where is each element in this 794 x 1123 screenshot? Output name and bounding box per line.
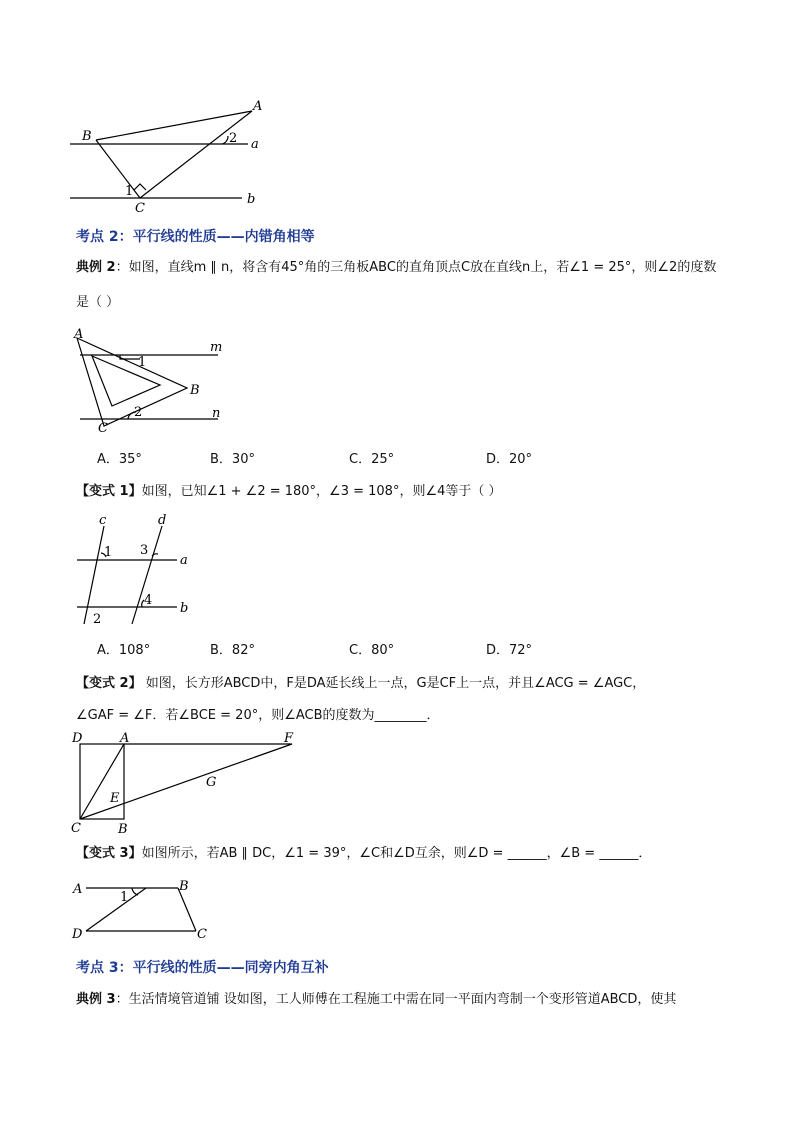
example2-line1 xyxy=(76,258,716,278)
label-C: C xyxy=(71,821,81,836)
label-angle-4: 4 xyxy=(144,593,153,608)
label-angle-2: 2 xyxy=(134,405,143,420)
figure-rectangle-abcd xyxy=(68,728,308,838)
label-F: F xyxy=(284,731,294,746)
variant3-prefix: 【变式 3】 xyxy=(76,846,142,861)
label-a: a xyxy=(180,553,188,568)
label-d: d xyxy=(158,513,167,528)
variant1-text: 如图，已知∠1 + ∠2 = 180°，∠3 = 108°，则∠4等于（ ） xyxy=(141,484,502,499)
label-a: a xyxy=(251,137,259,152)
variant1-option-d: D．72° xyxy=(486,643,533,658)
variant3-text: 如图所示，若AB ∥ DC，∠1 = 39°，∠C和∠D互余，则∠D = ______，∠B = ______． xyxy=(141,846,652,861)
example2-text: ：如图，直线m ∥ n，将含有45°角的三角板ABC的直角顶点C放在直线n上，若∠1 = 25°，则∠2的度数 xyxy=(115,260,717,275)
figure-parallel-lines-triangle xyxy=(70,98,270,218)
label-angle-1: 1 xyxy=(120,890,129,905)
example2-option-c: C．25° xyxy=(349,452,395,467)
variant1-option-b: B．82° xyxy=(210,643,255,658)
variant1-option-a: A．108° xyxy=(97,643,151,658)
example2-option-a: A．35° xyxy=(97,452,142,467)
label-A: A xyxy=(73,882,83,897)
example2-option-b: B．30° xyxy=(210,452,255,467)
label-G: G xyxy=(206,775,217,790)
label-B: B xyxy=(82,129,92,144)
variant2-text1: 如图，长方形ABCD中，F是DA延长线上一点，G是CF上一点，并且∠ACG = ∠AGC， xyxy=(141,676,646,691)
label-E: E xyxy=(110,791,120,806)
label-B: B xyxy=(118,822,128,837)
example2-option-d: D．20° xyxy=(486,452,533,467)
label-B: B xyxy=(190,383,200,398)
label-n: n xyxy=(212,406,221,421)
example2-prefix: 典例 2 xyxy=(76,260,116,275)
label-A: A xyxy=(120,731,130,746)
variant3-line xyxy=(76,844,651,864)
variant1-option-c: C．80° xyxy=(349,643,395,658)
example3-line xyxy=(76,990,676,1010)
label-D: D xyxy=(72,731,83,746)
label-D: D xyxy=(72,927,83,942)
label-c: c xyxy=(99,513,107,528)
figure-set-square xyxy=(70,328,230,438)
variant2-prefix: 【变式 2】 xyxy=(76,676,142,691)
variant2-line2: ∠GAF = ∠F．若∠BCE = 20°，则∠ACB的度数为________． xyxy=(76,708,440,723)
label-C: C xyxy=(135,201,145,216)
label-angle-1: 1 xyxy=(104,545,113,560)
variant1-line xyxy=(76,482,502,502)
label-angle-2: 2 xyxy=(93,612,102,627)
label-angle-1: 1 xyxy=(138,355,147,370)
label-B: B xyxy=(179,879,189,894)
label-C: C xyxy=(98,421,108,436)
section-heading-2: 考点 2：平行线的性质——内错角相等 xyxy=(76,229,315,245)
label-b: b xyxy=(180,601,189,616)
example2-line2: 是（ ） xyxy=(76,295,120,310)
label-angle-1: 1 xyxy=(125,184,134,199)
example3-text: ：生活情境管道铺 设如图，工人师傅在工程施工中需在同一平面内弯制一个变形管道ABCD，使其 xyxy=(115,992,677,1007)
label-A: A xyxy=(74,327,84,342)
section-heading-3: 考点 3：平行线的性质——同旁内角互补 xyxy=(76,960,329,976)
variant1-prefix: 【变式 1】 xyxy=(76,484,142,499)
label-C: C xyxy=(197,927,207,942)
label-A: A xyxy=(253,99,263,114)
variant2-line1 xyxy=(76,674,645,694)
label-b: b xyxy=(247,192,256,207)
figure-trapezoid xyxy=(70,875,230,945)
label-angle-2: 2 xyxy=(229,131,238,146)
label-angle-3: 3 xyxy=(140,543,149,558)
label-m: m xyxy=(210,340,223,355)
example3-prefix: 典例 3 xyxy=(76,992,116,1007)
figure-transversals xyxy=(72,512,202,627)
